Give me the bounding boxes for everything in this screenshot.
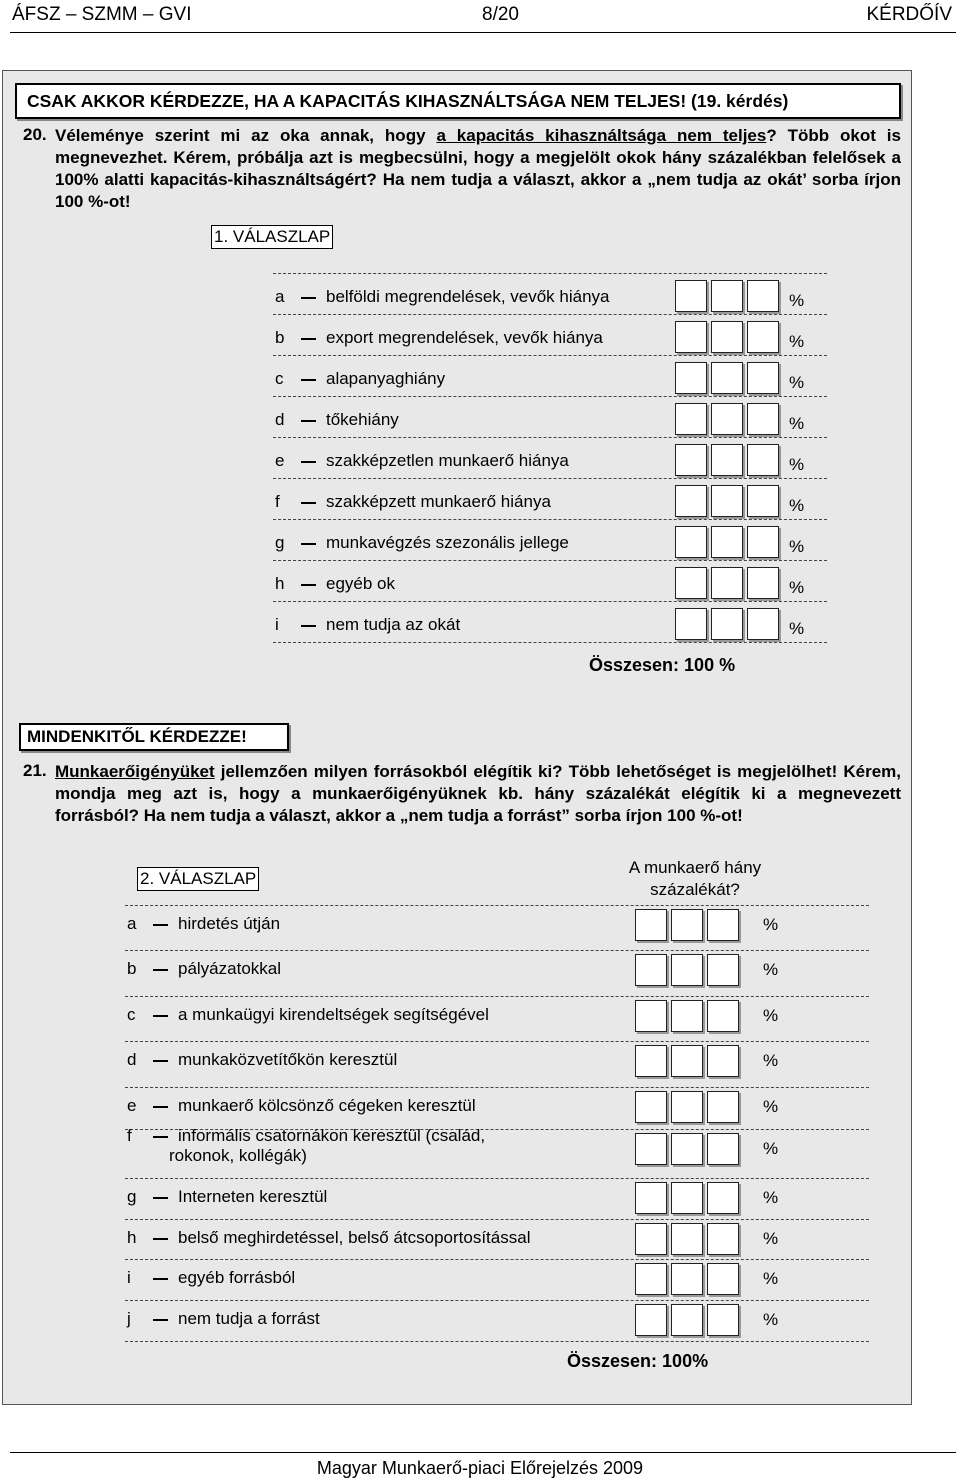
percent-input-cells (675, 526, 779, 558)
question-panel (2, 70, 912, 1405)
percent-sign: % (789, 619, 805, 638)
percent-sign: % (789, 496, 805, 515)
dash-mark (301, 625, 316, 627)
percent-sign: % (789, 455, 805, 474)
answer-letter: a (127, 914, 137, 933)
q20-underlined: a kapacitás kihasználtsága nem teljes (436, 126, 767, 145)
dash-mark (153, 969, 168, 971)
digit-box[interactable] (675, 526, 707, 558)
answer-label: pályázatokkal (178, 959, 282, 978)
answer-label: munkaerő kölcsönző cégeken keresztül (178, 1096, 476, 1115)
percent-sign: % (763, 1051, 779, 1070)
digit-box[interactable] (671, 1304, 703, 1336)
answer-letter: a (275, 287, 285, 306)
answer-letter: g (127, 1187, 137, 1206)
answer-letter: b (127, 959, 137, 978)
answer-row (127, 914, 280, 934)
answer-label: Interneten keresztül (178, 1187, 328, 1206)
answer-letter: f (275, 492, 280, 511)
digit-box[interactable] (707, 1304, 739, 1336)
page-header (12, 4, 952, 28)
answer-label: hirdetés útján (178, 914, 281, 933)
digit-box[interactable] (675, 444, 707, 476)
header-left: ÁFSZ – SZMM – GVI (12, 4, 192, 25)
dash-mark (301, 584, 316, 586)
header-page-number: 8/20 (482, 4, 519, 25)
digit-box[interactable] (675, 485, 707, 517)
digit-box[interactable] (671, 1223, 703, 1255)
percent-input-cells (675, 403, 779, 435)
percent-input-cells (635, 1045, 739, 1077)
digit-box[interactable] (711, 485, 743, 517)
digit-box[interactable] (671, 1182, 703, 1214)
answer-label: egyéb forrásból (178, 1268, 296, 1287)
row-separator (273, 273, 827, 274)
percent-input-cells (635, 909, 739, 941)
percent-sign: % (763, 1188, 779, 1207)
answer-label-line2: rokonok, kollégák) (169, 1146, 307, 1165)
answer-row (275, 451, 569, 471)
answer-letter: e (275, 451, 285, 470)
answer-label: belföldi megrendelések, vevők hiánya (326, 287, 610, 306)
row-separator (125, 1041, 869, 1042)
dash-mark (301, 379, 316, 381)
dash-mark (301, 543, 316, 545)
digit-box[interactable] (671, 1091, 703, 1123)
digit-box[interactable] (707, 1045, 739, 1077)
row-separator (273, 314, 827, 315)
answer-letter: f (127, 1126, 132, 1145)
q21-number: 21. (23, 761, 47, 780)
row-separator (273, 642, 827, 643)
row-separator (125, 1341, 869, 1342)
digit-box[interactable] (675, 280, 707, 312)
digit-box[interactable] (707, 1223, 739, 1255)
q21-column-header: A munkaerő hány százalékát? (628, 858, 762, 899)
q20-text: Véleménye szerint mi az oka annak, hogy a kapacitás kihasználtsága nem teljes? Több okot is megnevezhet. Kérem, próbálja azt is megbecsülni, hogy a megjelölt okok hány százalékban felelősek a 100% alatti kapacitás-kihasználtságért? Ha nem tudja a választ, akkor a „nem tudja az okát’ sorba írjon 100 %-ot! (55, 126, 901, 211)
answer-label: szakképzett munkaerő hiánya (326, 492, 551, 511)
answer-row (127, 1187, 327, 1207)
percent-input-cells (675, 362, 779, 394)
answer-row (275, 369, 445, 389)
answer-letter: b (275, 328, 285, 347)
answer-row (127, 1050, 397, 1070)
digit-box[interactable] (671, 1133, 703, 1165)
digit-box[interactable] (671, 1045, 703, 1077)
percent-input-cells (675, 485, 779, 517)
digit-box[interactable] (747, 444, 779, 476)
digit-box[interactable] (671, 1263, 703, 1295)
percent-input-cells (635, 1263, 739, 1295)
digit-box[interactable] (711, 321, 743, 353)
digit-box[interactable] (747, 567, 779, 599)
digit-box[interactable] (707, 1263, 739, 1295)
condition-box: CSAK AKKOR KÉRDEZZE, HA A KAPACITÁS KIHASZNÁLTSÁGA NEM TELJES! (19. kérdés) (15, 83, 901, 119)
digit-box[interactable] (747, 485, 779, 517)
percent-sign: % (763, 1139, 779, 1158)
answer-row (275, 328, 603, 348)
q21-text: Munkaerőigényüket jellemzően milyen forrásokból elégítik ki? Több lehetőséget is megjelölhet! Kérem, mondja meg azt is, hogy a munkaerőigényüknek kb. hány százalékát elégítik ki a megnevezett forrásból? Ha nem tudja a választ, akkor a „nem tudja a forrást” sorba írjon 100 %-ot! (55, 762, 901, 825)
percent-input-cells (635, 1182, 739, 1214)
answer-row (275, 574, 395, 594)
percent-sign: % (789, 537, 805, 556)
row-separator (273, 437, 827, 438)
q20-total: Összesen: 100 % (589, 655, 736, 675)
answer-label: tőkehiány (326, 410, 399, 429)
digit-box[interactable] (747, 321, 779, 353)
percent-input-cells (635, 1000, 739, 1032)
digit-box[interactable] (675, 608, 707, 640)
digit-box[interactable] (707, 1091, 739, 1123)
digit-box[interactable] (747, 526, 779, 558)
digit-box[interactable] (675, 403, 707, 435)
answer-letter: c (275, 369, 284, 388)
percent-sign: % (763, 1097, 779, 1116)
answer-letter: i (127, 1268, 131, 1287)
everyone-box: MINDENKITŐL KÉRDEZZE! (19, 723, 289, 751)
digit-box[interactable] (747, 280, 779, 312)
row-separator (125, 1178, 869, 1179)
q20-number: 20. (23, 125, 47, 144)
digit-box[interactable] (675, 567, 707, 599)
percent-sign: % (763, 1229, 779, 1248)
percent-sign: % (763, 1006, 779, 1025)
digit-box[interactable] (635, 1045, 667, 1077)
digit-box[interactable] (635, 954, 667, 986)
answer-row (275, 410, 399, 430)
digit-box[interactable] (711, 526, 743, 558)
answer-label: munkaközvetítőkön keresztül (178, 1050, 398, 1069)
row-separator (125, 1259, 869, 1260)
answer-label: munkavégzés szezonális jellege (326, 533, 569, 552)
answer-label: export megrendelések, vevők hiánya (326, 328, 603, 347)
answer-letter: j (127, 1309, 131, 1328)
percent-sign: % (789, 578, 805, 597)
digit-box[interactable] (711, 608, 743, 640)
dash-mark (153, 1238, 168, 1240)
percent-sign: % (789, 414, 805, 433)
digit-box[interactable] (747, 403, 779, 435)
answer-label: nem tudja az okát (326, 615, 461, 634)
digit-box[interactable] (707, 1133, 739, 1165)
q21-underlined: Munkaerőigényüket (55, 762, 215, 781)
answer-row (275, 287, 610, 307)
answer-row (275, 615, 460, 635)
digit-box[interactable] (675, 321, 707, 353)
q21-total: Összesen: 100% (567, 1351, 709, 1371)
answer-letter: h (275, 574, 285, 593)
percent-sign: % (789, 373, 805, 392)
percent-input-cells (635, 1304, 739, 1336)
dash-mark (153, 1106, 168, 1108)
answer-letter: c (127, 1005, 136, 1024)
answer-row (127, 1126, 485, 1166)
row-separator (273, 478, 827, 479)
digit-box[interactable] (747, 608, 779, 640)
dash-mark (153, 924, 168, 926)
digit-box[interactable] (711, 444, 743, 476)
answer-row (275, 533, 569, 553)
row-separator (125, 950, 869, 951)
digit-box[interactable] (671, 954, 703, 986)
dash-mark (153, 1319, 168, 1321)
dash-mark (153, 1278, 168, 1280)
answer-letter: e (127, 1096, 137, 1115)
answer-label: informális csatornákon keresztül (család, (178, 1126, 486, 1145)
dash-mark (301, 338, 316, 340)
dash-mark (301, 420, 316, 422)
digit-box[interactable] (707, 909, 739, 941)
percent-sign: % (763, 1269, 779, 1288)
answer-row (127, 959, 281, 979)
digit-box[interactable] (675, 362, 707, 394)
answer-row (127, 1309, 320, 1329)
answer-label: alapanyaghiány (326, 369, 446, 388)
percent-input-cells (675, 280, 779, 312)
percent-input-cells (675, 608, 779, 640)
row-separator (125, 1219, 869, 1220)
answer-row (275, 492, 551, 512)
percent-input-cells (635, 1133, 739, 1165)
digit-box[interactable] (635, 1182, 667, 1214)
answer-label: belső meghirdetéssel, belső átcsoportosítással (178, 1228, 531, 1247)
digit-box[interactable] (635, 1223, 667, 1255)
digit-box[interactable] (635, 1133, 667, 1165)
answer-letter: h (127, 1228, 137, 1247)
digit-box[interactable] (747, 362, 779, 394)
row-separator (273, 355, 827, 356)
row-separator (125, 1300, 869, 1301)
digit-box[interactable] (707, 1182, 739, 1214)
answer-label: egyéb ok (326, 574, 395, 593)
percent-sign: % (789, 291, 805, 310)
row-separator (125, 996, 869, 997)
digit-box[interactable] (635, 909, 667, 941)
answer-sheet-1-label: 1. VÁLASZLAP (211, 225, 333, 249)
row-separator (125, 905, 869, 906)
digit-box[interactable] (635, 1091, 667, 1123)
answer-label: szakképzetlen munkaerő hiánya (326, 451, 569, 470)
header-rule (10, 32, 956, 33)
percent-sign: % (763, 960, 779, 979)
answer-label: nem tudja a forrást (178, 1309, 320, 1328)
header-right: KÉRDŐÍV (866, 4, 952, 25)
answer-letter: i (275, 615, 279, 634)
dash-mark (301, 502, 316, 504)
percent-input-cells (635, 1091, 739, 1123)
digit-box[interactable] (707, 1000, 739, 1032)
row-separator (273, 519, 827, 520)
digit-box[interactable] (711, 362, 743, 394)
answer-letter: d (127, 1050, 137, 1069)
dash-mark (153, 1015, 168, 1017)
dash-mark (301, 461, 316, 463)
percent-input-cells (635, 1223, 739, 1255)
footer-rule (10, 1452, 956, 1453)
digit-box[interactable] (711, 403, 743, 435)
answer-label: a munkaügyi kirendeltségek segítségével (178, 1005, 489, 1024)
percent-input-cells (675, 567, 779, 599)
digit-box[interactable] (635, 1263, 667, 1295)
digit-box[interactable] (671, 909, 703, 941)
digit-box[interactable] (671, 1000, 703, 1032)
dash-mark (153, 1197, 168, 1199)
percent-input-cells (675, 444, 779, 476)
page-footer: Magyar Munkaerő-piaci Előrejelzés 2009 (316, 1458, 644, 1478)
dash-mark (301, 297, 316, 299)
digit-box[interactable] (635, 1000, 667, 1032)
answer-row (127, 1228, 530, 1248)
answer-row (127, 1268, 295, 1288)
digit-box[interactable] (711, 567, 743, 599)
digit-box[interactable] (707, 954, 739, 986)
percent-sign: % (789, 332, 805, 351)
row-separator (273, 601, 827, 602)
row-separator (273, 396, 827, 397)
row-separator (125, 1087, 869, 1088)
answer-row (127, 1005, 489, 1025)
row-separator (273, 560, 827, 561)
digit-box[interactable] (711, 280, 743, 312)
dash-mark (153, 1060, 168, 1062)
answer-sheet-2-label: 2. VÁLASZLAP (137, 867, 259, 891)
percent-input-cells (675, 321, 779, 353)
percent-input-cells (635, 954, 739, 986)
percent-sign: % (763, 915, 779, 934)
answer-row (127, 1096, 476, 1116)
dash-mark (153, 1136, 168, 1138)
answer-letter: g (275, 533, 285, 552)
answer-letter: d (275, 410, 285, 429)
digit-box[interactable] (635, 1304, 667, 1336)
percent-sign: % (763, 1310, 779, 1329)
